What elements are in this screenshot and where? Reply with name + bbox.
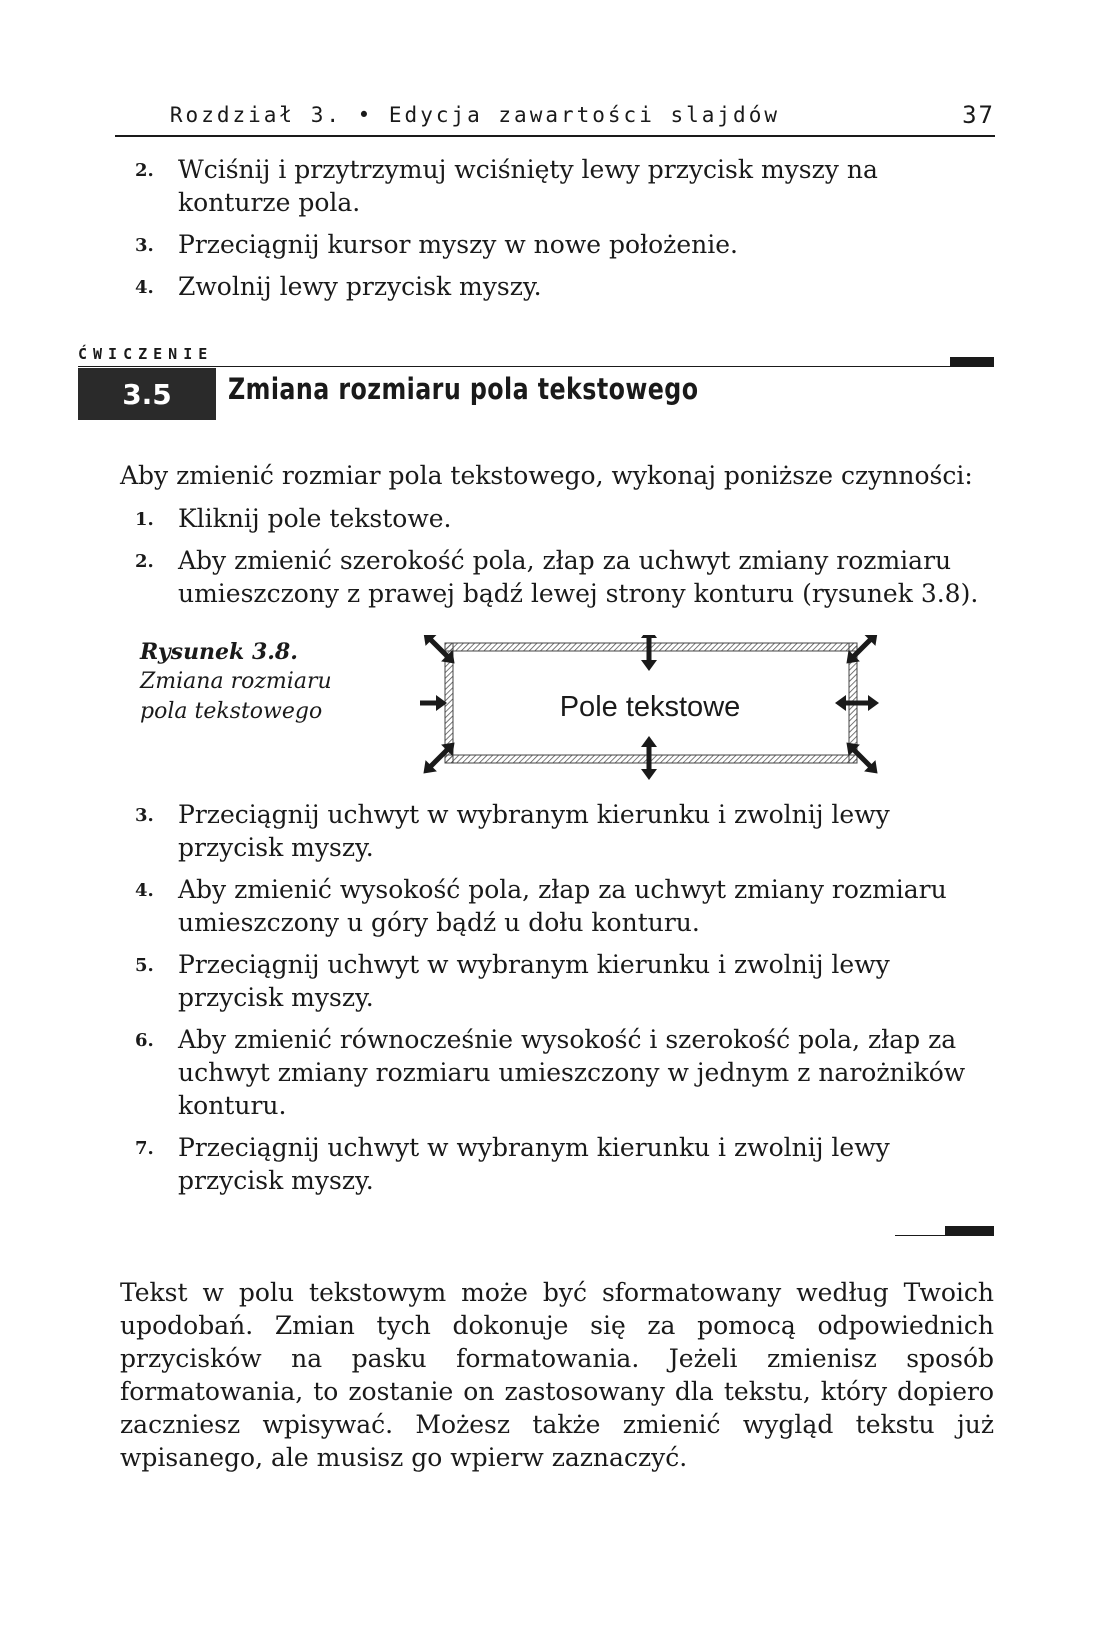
list-item [135, 1131, 995, 1197]
step-text: Przeciągnij uchwyt w wybranym kierunku i zwolnij lewy przycisk myszy. [178, 1133, 890, 1195]
resize-diagonal-icon [841, 635, 883, 669]
resize-horizontal-icon [420, 695, 447, 711]
step-number: 3. [135, 235, 154, 256]
intro-text: Aby zmienić rozmiar pola tekstowego, wykonaj poniższe czynności: [120, 461, 973, 490]
step-text: Aby zmienić wysokość pola, złap za uchwyt zmiany rozmiaru umieszczony u góry bądź u dołu konturu. [178, 875, 947, 937]
step-text: Wciśnij i przytrzymuj wciśnięty lewy przycisk myszy na konturze pola. [178, 155, 878, 217]
resize-figure [420, 635, 920, 790]
step-number: 7. [135, 1138, 154, 1159]
body-paragraph: Tekst w polu tekstowym może być sformatowany według Twoich upodobań. Zmian tych dokonuje się za pomocą odpowiednich przycisków na pasku formatowania. Jeżeli zmienisz sposób formatowania, to zostanie on zastosowany dla tekstu, który dopiero zaczniesz wpisywać. Możesz także zmienić wygląd tekstu już wpisanego, ale musisz go wpierw zaznaczyć. [120, 1278, 994, 1472]
step-text: Przeciągnij uchwyt w wybranym kierunku i zwolnij lewy przycisk myszy. [178, 950, 890, 1012]
page-number: 37 [962, 101, 995, 129]
exercise-number: 3.5 [78, 368, 216, 420]
exercise-end-mark [945, 1226, 994, 1236]
list-item [135, 948, 995, 1014]
list-item [135, 153, 995, 219]
resize-diagonal-icon [420, 635, 460, 669]
list-item [135, 270, 995, 303]
exercise-label: ĆWICZENIE [78, 345, 214, 363]
step-text: Aby zmienić szerokość pola, złap za uchwyt zmiany rozmiaru umieszczony z prawej bądź lewej strony konturu (rysunek 3.8). [178, 546, 979, 608]
step-number: 6. [135, 1030, 154, 1051]
step-text: Przeciągnij kursor myszy w nowe położenie. [178, 230, 738, 259]
step-text: Kliknij pole tekstowe. [178, 504, 452, 533]
list-item [135, 798, 995, 864]
step-text: Zwolnij lewy przycisk myszy. [178, 272, 542, 301]
figure-caption [140, 637, 360, 727]
steps-list-a [135, 502, 995, 619]
figure-caption-title: Rysunek 3.8. [140, 639, 298, 665]
list-item [135, 502, 995, 535]
text-box-label: Pole tekstowe [559, 691, 741, 723]
step-number: 3. [135, 805, 154, 826]
step-text: Przeciągnij uchwyt w wybranym kierunku i zwolnij lewy przycisk myszy. [178, 800, 890, 862]
step-text: Aby zmienić równocześnie wysokość i szerokość pola, złap za uchwyt zmiany rozmiaru umieszczony w jednym z narożników konturu. [178, 1025, 966, 1120]
exercise-end-rule [895, 1235, 945, 1236]
steps-list-top [135, 153, 995, 312]
steps-list-b [135, 798, 995, 1206]
list-item [135, 873, 995, 939]
figure-caption-desc: Zmiana rozmiaru pola tekstowego [140, 669, 332, 724]
page-header [115, 95, 995, 137]
list-item [135, 544, 995, 610]
exercise-mark [950, 357, 994, 367]
step-number: 1. [135, 509, 154, 530]
step-number: 2. [135, 551, 154, 572]
step-number: 4. [135, 880, 154, 901]
list-item [135, 228, 995, 261]
step-number: 5. [135, 955, 154, 976]
list-item [135, 1023, 995, 1122]
resize-vertical-icon [641, 635, 657, 671]
chapter-title: Rozdział 3. • Edycja zawartości slajdów [169, 103, 780, 127]
step-number: 4. [135, 277, 154, 298]
exercise-title: Zmiana rozmiaru pola tekstowego [228, 372, 699, 406]
step-number: 2. [135, 160, 154, 181]
exercise-rule [78, 366, 994, 367]
